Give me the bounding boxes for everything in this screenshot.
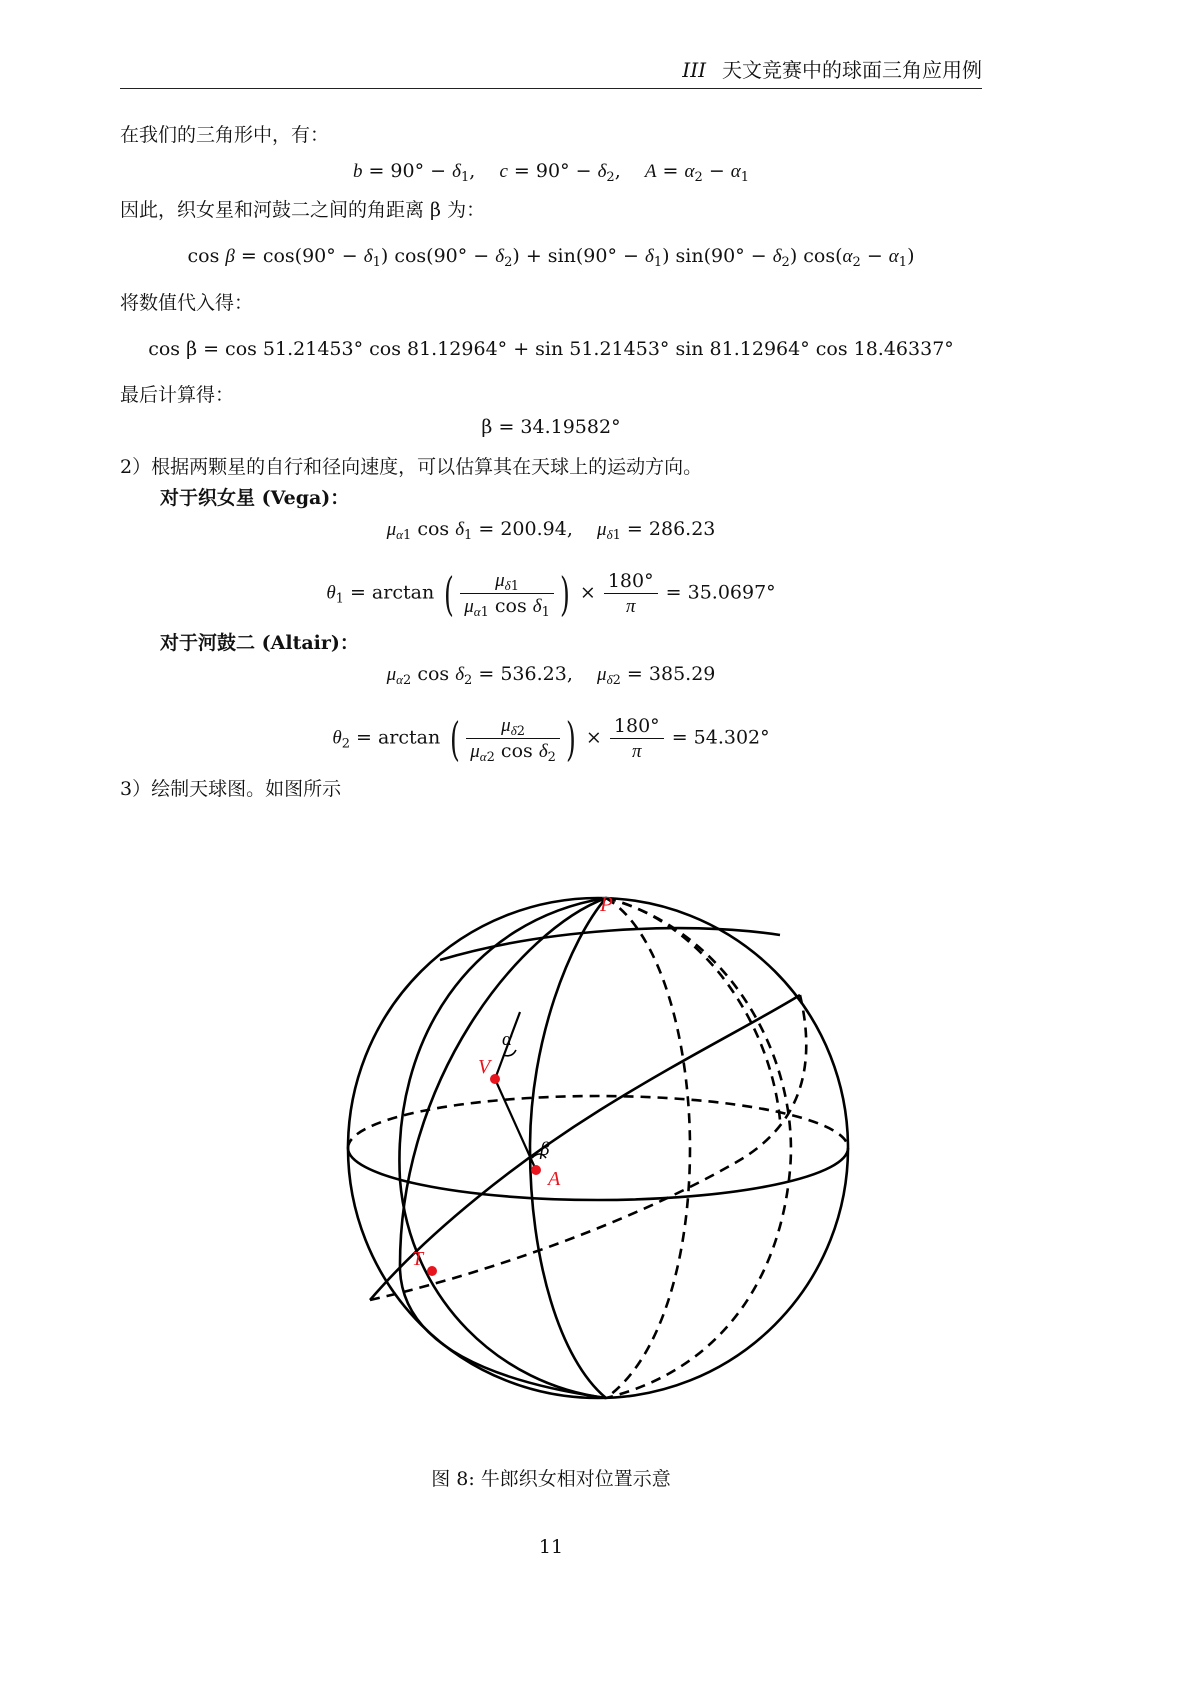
heading-altair: 对于河鼓二 (Altair)：	[160, 632, 359, 654]
altair-mu-cos-value: 536.23	[500, 663, 567, 685]
paragraph-motion: 2）根据两颗星的自行和径向速度，可以估算其在天球上的运动方向。	[120, 456, 703, 478]
label-a: A	[548, 1168, 561, 1190]
vega-mu-delta-value: 286.23	[648, 518, 716, 540]
figure-caption: 图 8: 牛郎织女相对位置示意	[431, 1468, 671, 1490]
label-beta: β	[540, 1139, 550, 1160]
point-t	[427, 1266, 437, 1276]
equation-cosine-rule: $\cos \beta = \cos(90^\circ - \delta_1)$ $\cos(90^\circ - \delta_2) + \sin(90^\circ - \delta_1)$ $\sin(90^\circ - \delta_2)$ $\cos(\alpha_2 - \alpha_1)$	[187, 245, 915, 270]
meridian-front-3	[399, 898, 606, 1398]
point-vega	[490, 1074, 500, 1084]
paragraph-drawing: 3）绘制天球图。如图所示	[120, 778, 342, 800]
theta2-value: 54.302°	[693, 726, 770, 749]
running-header	[120, 54, 982, 89]
vega-mu-cos-value: 200.94	[500, 518, 567, 540]
equation-sides: $b = 90^\circ - \delta_1$, $c = 90^\circ - \delta_2$, $A = \alpha_2 - \alpha_1$	[352, 160, 750, 185]
equation-vega-proper-motion: $\mu_{\alpha 1}$ $\cos \delta_1 = 200.94$, $\mu_{\delta 1} = 286.23$	[386, 518, 716, 543]
point-altair	[531, 1165, 541, 1175]
meridian-back-1	[606, 898, 690, 1398]
label-t: T	[412, 1248, 424, 1270]
theta1-value: 35.0697°	[687, 581, 776, 604]
equator-front	[348, 1148, 848, 1200]
meridian-front-1	[400, 898, 606, 1398]
section-title: 天文竞赛中的球面三角应用例	[722, 58, 982, 82]
section-number: III	[682, 58, 706, 82]
ecliptic-back	[370, 995, 806, 1300]
label-alpha: α	[502, 1029, 512, 1050]
equation-theta2: $\theta_2 = \arctan$ ( $\frac{\mu_{\delta 2}}{\mu_{\alpha 2} \cos \delta_2}$ ) × $\frac{180^\circ}{\pi}$ = 54.302°	[332, 711, 770, 766]
meridian-back-2	[606, 898, 791, 1398]
paragraph-angular-distance: 因此，织女星和河鼓二之间的角距离 β 为：	[120, 199, 486, 221]
equation-altair-proper-motion: $\mu_{\alpha 2}$ $\cos \delta_2 = 536.23$, $\mu_{\delta 2} = 385.29$	[386, 663, 716, 688]
heading-vega: 对于织女星 (Vega)：	[160, 487, 350, 509]
paragraph-final: 最后计算得：	[120, 384, 235, 406]
equation-numeric: cos β = cos 51.21453° cos 81.12964° + sin 51.21453° sin 81.12964° cos 18.46337°	[148, 338, 954, 360]
altair-mu-delta-value: 385.29	[648, 663, 716, 685]
upper-circle-front	[440, 928, 780, 960]
equation-beta-result: β = 34.19582°	[481, 416, 621, 438]
label-p: P	[600, 892, 613, 916]
ecliptic-front	[370, 995, 800, 1300]
celestial-sphere-figure	[340, 880, 860, 1410]
sphere-outline	[348, 898, 848, 1398]
paragraph-triangle: 在我们的三角形中，有：	[120, 124, 330, 146]
equation-theta1: $\theta_1 = \arctan$ ( $\frac{\mu_{\delta 1}}{\mu_{\alpha 1} \cos \delta_1}$ ) × $\frac{180^\circ}{\pi}$ = 35.0697°	[326, 566, 776, 621]
page-number: 11	[538, 1536, 564, 1558]
paragraph-substitute: 将数值代入得：	[120, 292, 254, 314]
label-v: V	[478, 1056, 491, 1078]
